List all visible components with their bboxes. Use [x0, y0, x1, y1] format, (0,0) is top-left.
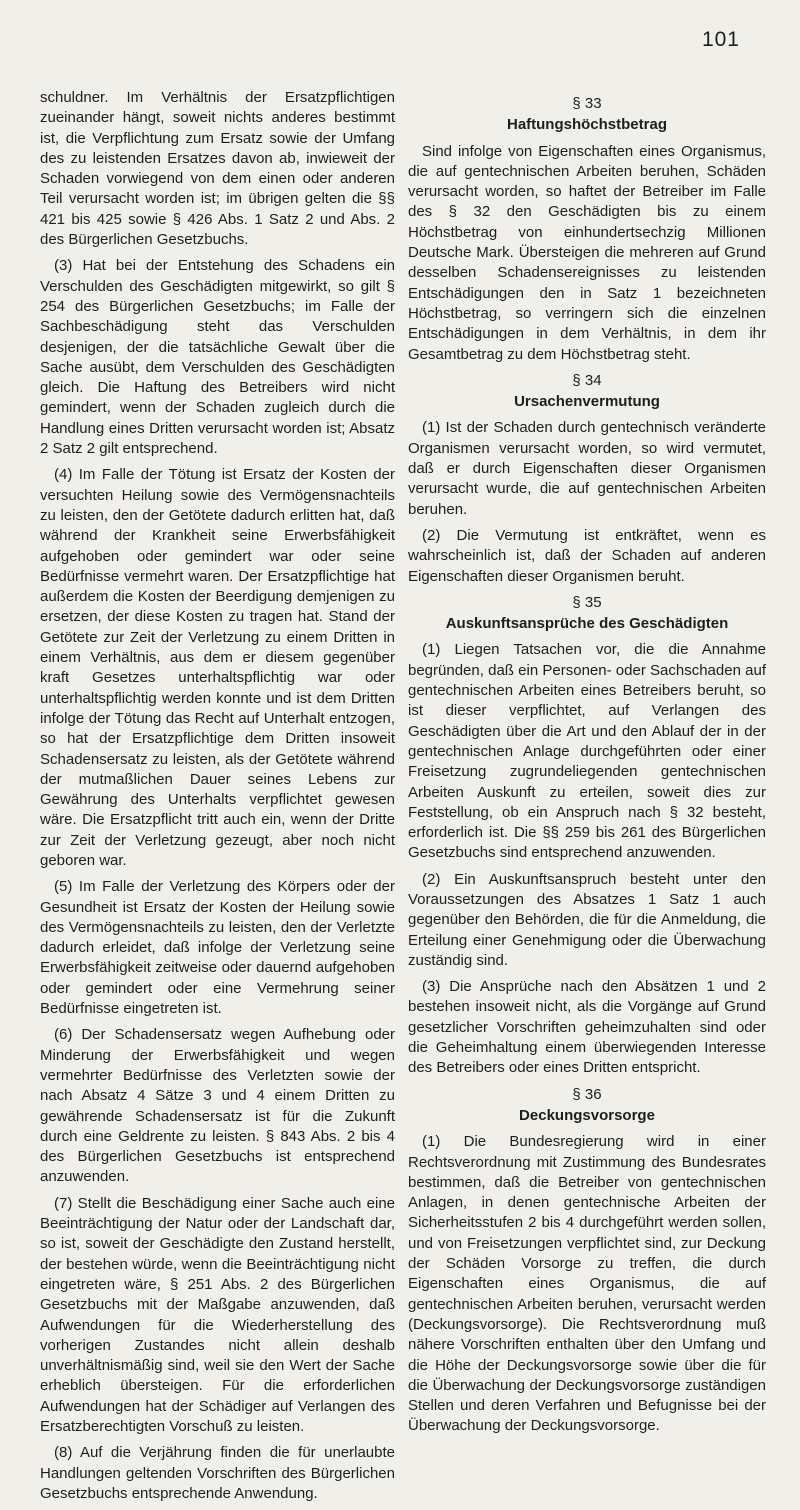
paragraph: (5) Im Falle der Verletzung des Körpers oder der Gesundheit ist Ersatz der Kosten der Heilung sowie des Vermögensnachteils zu leisten, den der Verletzte dadurch erleidet, daß infolge der Verletzung seine Erwerbsfähigkeit zeitweise oder dauernd aufgehoben oder gemindert oder eine Vermehrung seiner Bedürfnisse eingetreten ist. — [40, 878, 395, 1018]
paragraph: Sind infolge von Eigenschaften eines Organismus, die auf gentechnischen Arbeiten beruhen, Schäden verursacht worden, so haftet der Betreiber im Falle des § 32 den Geschädigten bis zu einem Höchstbetrag von einhundertsechzig Millionen Deutsche Mark. Übersteigen die mehreren auf Grund desselben Schadensereignisses zu leistenden Entschädigungen den in Satz 1 bezeichneten Höchstbetrag, so verringern sich die einzelnen Entschädigungen in dem Verhältnis, in dem ihr Gesamtbetrag zu dem Höchstbetrag steht. — [408, 142, 766, 363]
section-title: Auskunftsansprüche des Geschädigten — [445, 615, 729, 633]
section-number: § 33 — [572, 95, 602, 112]
paragraph: (1) Liegen Tatsachen vor, die die Annahme begründen, daß ein Personen- oder Sachschaden auf gentechnischen Arbeiten eines Betreibers beruht, so ist dieser verpflichtet, auf Verlangen des Geschädigten über die Art und den Ablauf der in der gentechnischen Anlage durchgeführten oder einer Freisetzung zugrundeliegenden gentechnischen Arbeiten Auskunft zu erteilen, soweit dies zur Feststellung, ob ein Anspruch nach § 32 besteht, erforderlich ist. Die §§ 259 bis 261 des Bürgerlichen Gesetzbuchs sind entsprechend anzuwenden. — [408, 641, 766, 862]
section-number: § 35 — [572, 593, 602, 611]
section-number: § 34 — [572, 371, 602, 389]
paragraph: (4) Im Falle der Tötung ist Ersatz der Kosten der versuchten Heilung sowie des Vermögensnachteils zu leisten, den der Getötete dadurch erlitten hat, daß während der Krankheit seine Erwerbsfähigkeit aufgehoben oder gemindert war oder seine Bedürfnisse vermehrt waren. Der Ersatzpflichtige hat außerdem die Kosten der Beerdigung demjenigen zu ersetzen, der diese Kosten zu tragen hat. Stand der Getötete zur Zeit der Verletzung zu einem Dritten in einem Verhältnis, aus dem er diesem gegenüber kraft Gesetzes unterhaltspflichtig war oder unterhaltspflichtig werden konnte und ist dem Dritten infolge der Tötung das Recht auf Unterhalt entzogen, so hat der Ersatzpflichtige dem Dritten insoweit Schadensersatz zu leisten, als der Getötete während der mutmaßlichen Dauer seines Lebens zur Gewährung des Unterhalts verpflichtet gewesen wäre. Die Ersatzpflicht tritt auch ein, wenn der Dritte zur Zeit der Verletzung gezeugt, aber noch nicht geboren war. — [40, 466, 395, 869]
right-column — [408, 88, 766, 1443]
paragraph: (3) Hat bei der Entstehung des Schadens ein Verschulden des Geschädigten mitgewirkt, so gilt § 254 des Bürgerlichen Gesetzbuchs; im Falle der Sachbeschädigung steht das Verschulden desjenigen, der die tatsächliche Gewalt über die Sache ausübt, dem Verschulden des Geschädigten gleich. Die Haftung des Betreibers wird nicht gemindert, wenn der Schaden zugleich durch die Handlung eines Dritten verursacht worden ist; Absatz 2 Satz 2 gilt entsprechend. — [40, 257, 395, 458]
section-title: Ursachenvermutung — [514, 393, 660, 411]
paragraph: (2) Die Vermutung ist entkräftet, wenn es wahrscheinlich ist, daß der Schaden auf anderen Eigenschaften dieser Organismen beruht. — [408, 526, 766, 585]
section-title: Haftungshöchstbetrag — [506, 116, 667, 134]
section-36 — [408, 1085, 766, 1437]
paragraph: schuldner. Im Verhältnis der Ersatzpflichtigen zueinander hängt, soweit nichts anderes bestimmt ist, die Verpflichtung zum Ersatz sowie der Umfang des zu leistenden Ersatzes davon ab, inwieweit der Schaden vorwiegend von dem einen oder anderen Teil verursacht worden ist; im übrigen gelten die §§ 421 bis 425 sowie § 426 Abs. 1 Satz 2 und Abs. 2 des Bürgerlichen Gesetzbuchs. — [40, 89, 395, 249]
paragraph: (3) Die Ansprüche nach den Absätzen 1 und 2 bestehen insoweit nicht, als die Vorgänge auf Grund gesetzlicher Vorschriften geheimzuhalten sind oder die Geheimhaltung einem überwiegenden Interesse des Betreibers oder eines Dritten entspricht. — [408, 978, 766, 1077]
page-number: 101 — [701, 28, 740, 51]
section-number: § 36 — [572, 1085, 602, 1103]
paragraph: (6) Der Schadensersatz wegen Aufhebung oder Minderung der Erwerbsfähigkeit und wegen vermehrter Bedürfnisse des Verletzten sowie der nach Absatz 4 Sätze 3 und 4 einem Dritten zu gewährende Schadensersatz ist für die Zukunft durch eine Geldrente zu leisten. § 843 Abs. 2 bis 4 des Bürgerlichen Gesetzbuchs ist entsprechend anzuwenden. — [40, 1026, 395, 1186]
paragraph: (1) Ist der Schaden durch gentechnisch veränderte Organismen verursacht worden, so wird vermutet, daß er durch Eigenschaften dieser Organismen verursacht wurde, die auf gentechnischen Arbeiten beruhen. — [408, 419, 766, 518]
paragraph: (1) Die Bundesregierung wird in einer Rechtsverordnung mit Zustimmung des Bundesrates bestimmen, daß die Betreiber von gentechnischen Anlagen, in denen gentechnische Arbeiten der Sicherheitsstufen 2 bis 4 durchgeführt werden sollen, und von Freisetzungen verpflichtet sind, zur Deckung der Schäden Vorsorge zu treffen, die durch Eigenschaften eines Organismus, die auf gentechnischen Arbeiten beruhen, verursacht werden (Deckungsvorsorge). Die Rechtsverordnung muß nähere Vorschriften enthalten über den Umfang und die Höhe der Deckungsvorsorge sowie über die für die Überwachung der Deckungsvorsorge zuständigen Stellen und deren Verfahren und Befugnisse bei der Überwachung der Deckungsvorsorge. — [408, 1133, 766, 1435]
paragraph: (2) Ein Auskunftsanspruch besteht unter den Voraussetzungen des Absatzes 1 Satz 1 auch gegenüber den Behörden, die für die Anmeldung, die Erteilung einer Genehmigung oder die Überwachung zuständig sind. — [408, 870, 766, 969]
left-column — [40, 88, 395, 1510]
paragraph: (7) Stellt die Beschädigung einer Sache auch eine Beeinträchtigung der Natur oder der Landschaft dar, so ist, soweit der Geschädigte den Zustand herstellt, der bestehen würde, wenn die Beeinträchtigung nicht eingetreten wäre, § 251 Abs. 2 des Bürgerlichen Gesetzbuchs mit der Maßgabe anzuwenden, daß Aufwendungen für die Wiederherstellung des vorherigen Zustandes nicht allein deshalb unverhältnismäßig sind, weil sie den Wert der Sache erheblich übersteigen. Für die erforderlichen Aufwendungen hat der Schädiger auf Verlangen des Ersatzberechtigten Vorschuß zu leisten. — [40, 1194, 395, 1435]
paragraph: (8) Auf die Verjährung finden die für unerlaubte Handlungen geltenden Vorschriften des Bürgerlichen Gesetzbuchs entsprechende Anwendung. — [40, 1444, 395, 1502]
section-title: Deckungsvorsorge — [519, 1106, 655, 1124]
section-35 — [408, 593, 766, 1079]
section-34 — [408, 371, 766, 587]
section-33 — [408, 94, 766, 365]
